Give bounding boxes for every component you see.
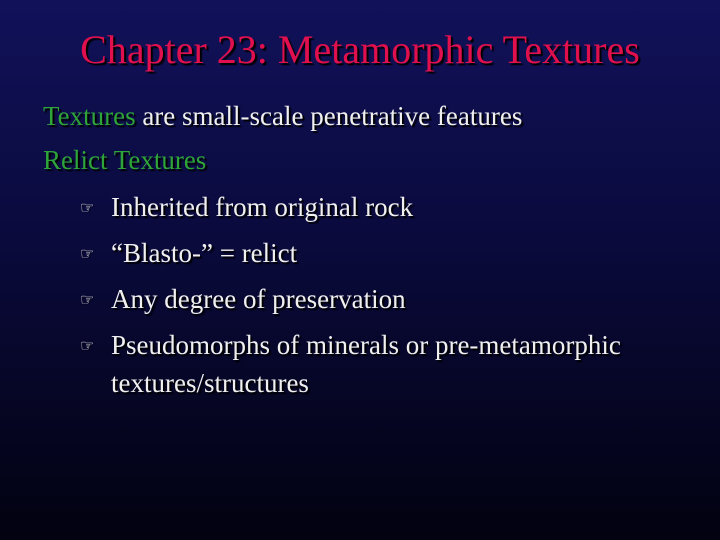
pointing-hand-bullet-icon: ☞ <box>80 292 95 309</box>
definition-line <box>43 100 522 132</box>
definition-text: are small-scale penetrative features <box>135 101 523 131</box>
bullet-item-preservation: Any degree of preservation <box>111 284 406 314</box>
pointing-hand-bullet-icon: ☞ <box>80 246 95 263</box>
term-textures: Textures <box>43 101 136 131</box>
bullet-item-inherited: Inherited from original rock <box>111 192 414 222</box>
slide-title: Chapter 23: Metamorphic Textures <box>80 27 640 72</box>
pointing-hand-bullet-icon: ☞ <box>80 200 95 217</box>
bullet-item-pseudomorphs-continued: textures/structures <box>111 368 309 398</box>
bullet-item-blasto: “Blasto-” = relict <box>111 238 298 268</box>
subheading-relict-textures: Relict Textures <box>43 145 207 175</box>
pointing-hand-bullet-icon: ☞ <box>80 338 95 355</box>
bullet-item-pseudomorphs: Pseudomorphs of minerals or pre-metamorphic <box>111 330 621 360</box>
